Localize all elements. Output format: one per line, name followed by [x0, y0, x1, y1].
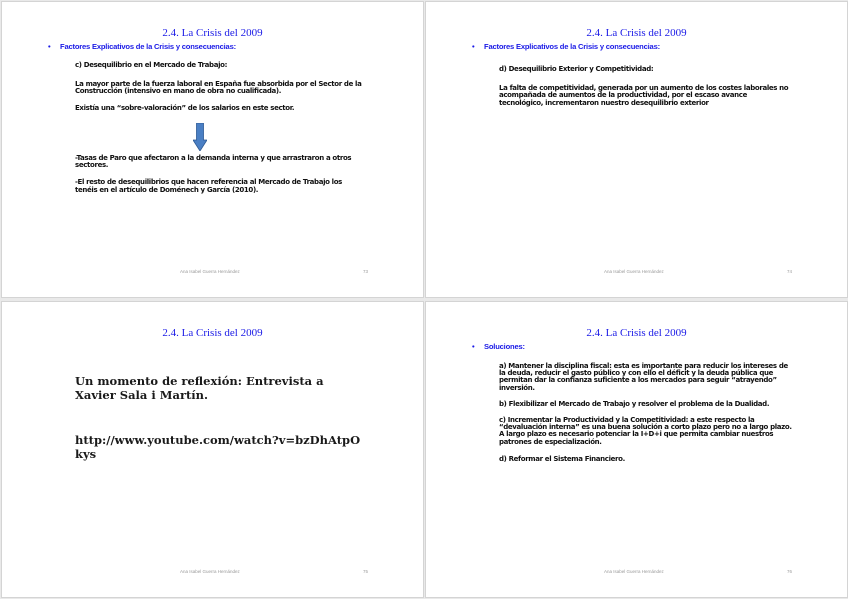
subtitle: c) Desequilibrio en el Mercado de Trabajo: [75, 61, 228, 69]
slide-75 [1, 301, 424, 598]
slide-73 [1, 1, 424, 298]
bullet-label: Factores Explicativos de la Crisis y consecuencias: [60, 42, 236, 51]
paragraph: La mayor parte de la fuerza laboral en España fue absorbida por el Sector de la Construcción (intensivo en mano de obra no cualificada). [75, 80, 362, 96]
paragraph: a) Mantener la disciplina fiscal: esta es importante para reducir los intereses de la deuda, reducir el gasto público y con ello el déficit y la deuda pública que permitan dar la confianza suficiente a los mercados para seguir “atrayendo” inversión. [499, 362, 788, 392]
bullet-dot-icon: • [48, 42, 51, 51]
slide-74 [425, 1, 848, 298]
slide-bullet [48, 42, 236, 51]
bullet-dot-icon: • [472, 42, 475, 51]
slide-bullet [472, 342, 525, 351]
author-name: Ana Isabel Guerra Hernández [604, 269, 664, 274]
slide-body-bottom [75, 155, 360, 194]
bullet-label: Soluciones: [484, 342, 525, 351]
slide-body [499, 363, 795, 463]
paragraph: -El resto de desequilibrios que hacen referencia al Mercado de Trabajo los tenéis en el artículo de Doménech y García (2010). [75, 178, 342, 194]
paragraph: Existía una “sobre-valoración” de los salarios en este sector. [75, 103, 295, 112]
slide-heading: Un momento de reflexión: Entrevista a Xavier Sala i Martín. [75, 374, 324, 402]
slide-title: 2.4. La Crisis del 2009 [586, 327, 687, 339]
video-link[interactable]: http://www.youtube.com/watch?v=bzDhAtpOkys [75, 433, 361, 461]
bullet-dot-icon: • [472, 342, 475, 351]
paragraph: d) Reformar el Sistema Financiero. [499, 454, 625, 463]
author-name: Ana Isabel Guerra Hernández [180, 269, 240, 274]
page-number: 76 [787, 569, 793, 574]
subtitle: d) Desequilibrio Exterior y Competitividad: [499, 65, 654, 73]
down-arrow-icon [193, 123, 207, 151]
slide-bullet [472, 42, 660, 51]
slide-body [499, 66, 789, 107]
slide-body [75, 62, 367, 112]
author-name: Ana Isabel Guerra Hernández [604, 569, 664, 574]
author-name: Ana Isabel Guerra Hernández [180, 569, 240, 574]
paragraph: -Tasas de Paro que afectaron a la demanda interna y que arrastraron a otros sectores. [75, 154, 352, 170]
paragraph: b) Flexibilizar el Mercado de Trabajo y resolver el problema de la Dualidad. [499, 399, 770, 408]
slide-76 [425, 301, 848, 598]
slide-title: 2.4. La Crisis del 2009 [162, 27, 263, 39]
bullet-label: Factores Explicativos de la Crisis y consecuencias: [484, 42, 660, 51]
slide-title: 2.4. La Crisis del 2009 [586, 27, 687, 39]
page-number: 74 [787, 269, 793, 274]
slide-title: 2.4. La Crisis del 2009 [162, 327, 263, 339]
paragraph: La falta de competitividad, generada por un aumento de los costes laborales no acompañada de aumentos de la productividad, por el escaso avance tecnológico, incrementaron nuestro desequilibrio exterior [499, 84, 789, 107]
page-number: 75 [363, 569, 369, 574]
paragraph: c) Incrementar la Productividad y la Competitividad: a este respecto la “devaluación interna” es una buena solución a corto plazo pero no a largo plazo. A largo plazo es necesario potenciar la I+D+i que permita cambiar nuestros patrones de especialización. [499, 416, 792, 446]
page-number: 73 [363, 269, 369, 274]
